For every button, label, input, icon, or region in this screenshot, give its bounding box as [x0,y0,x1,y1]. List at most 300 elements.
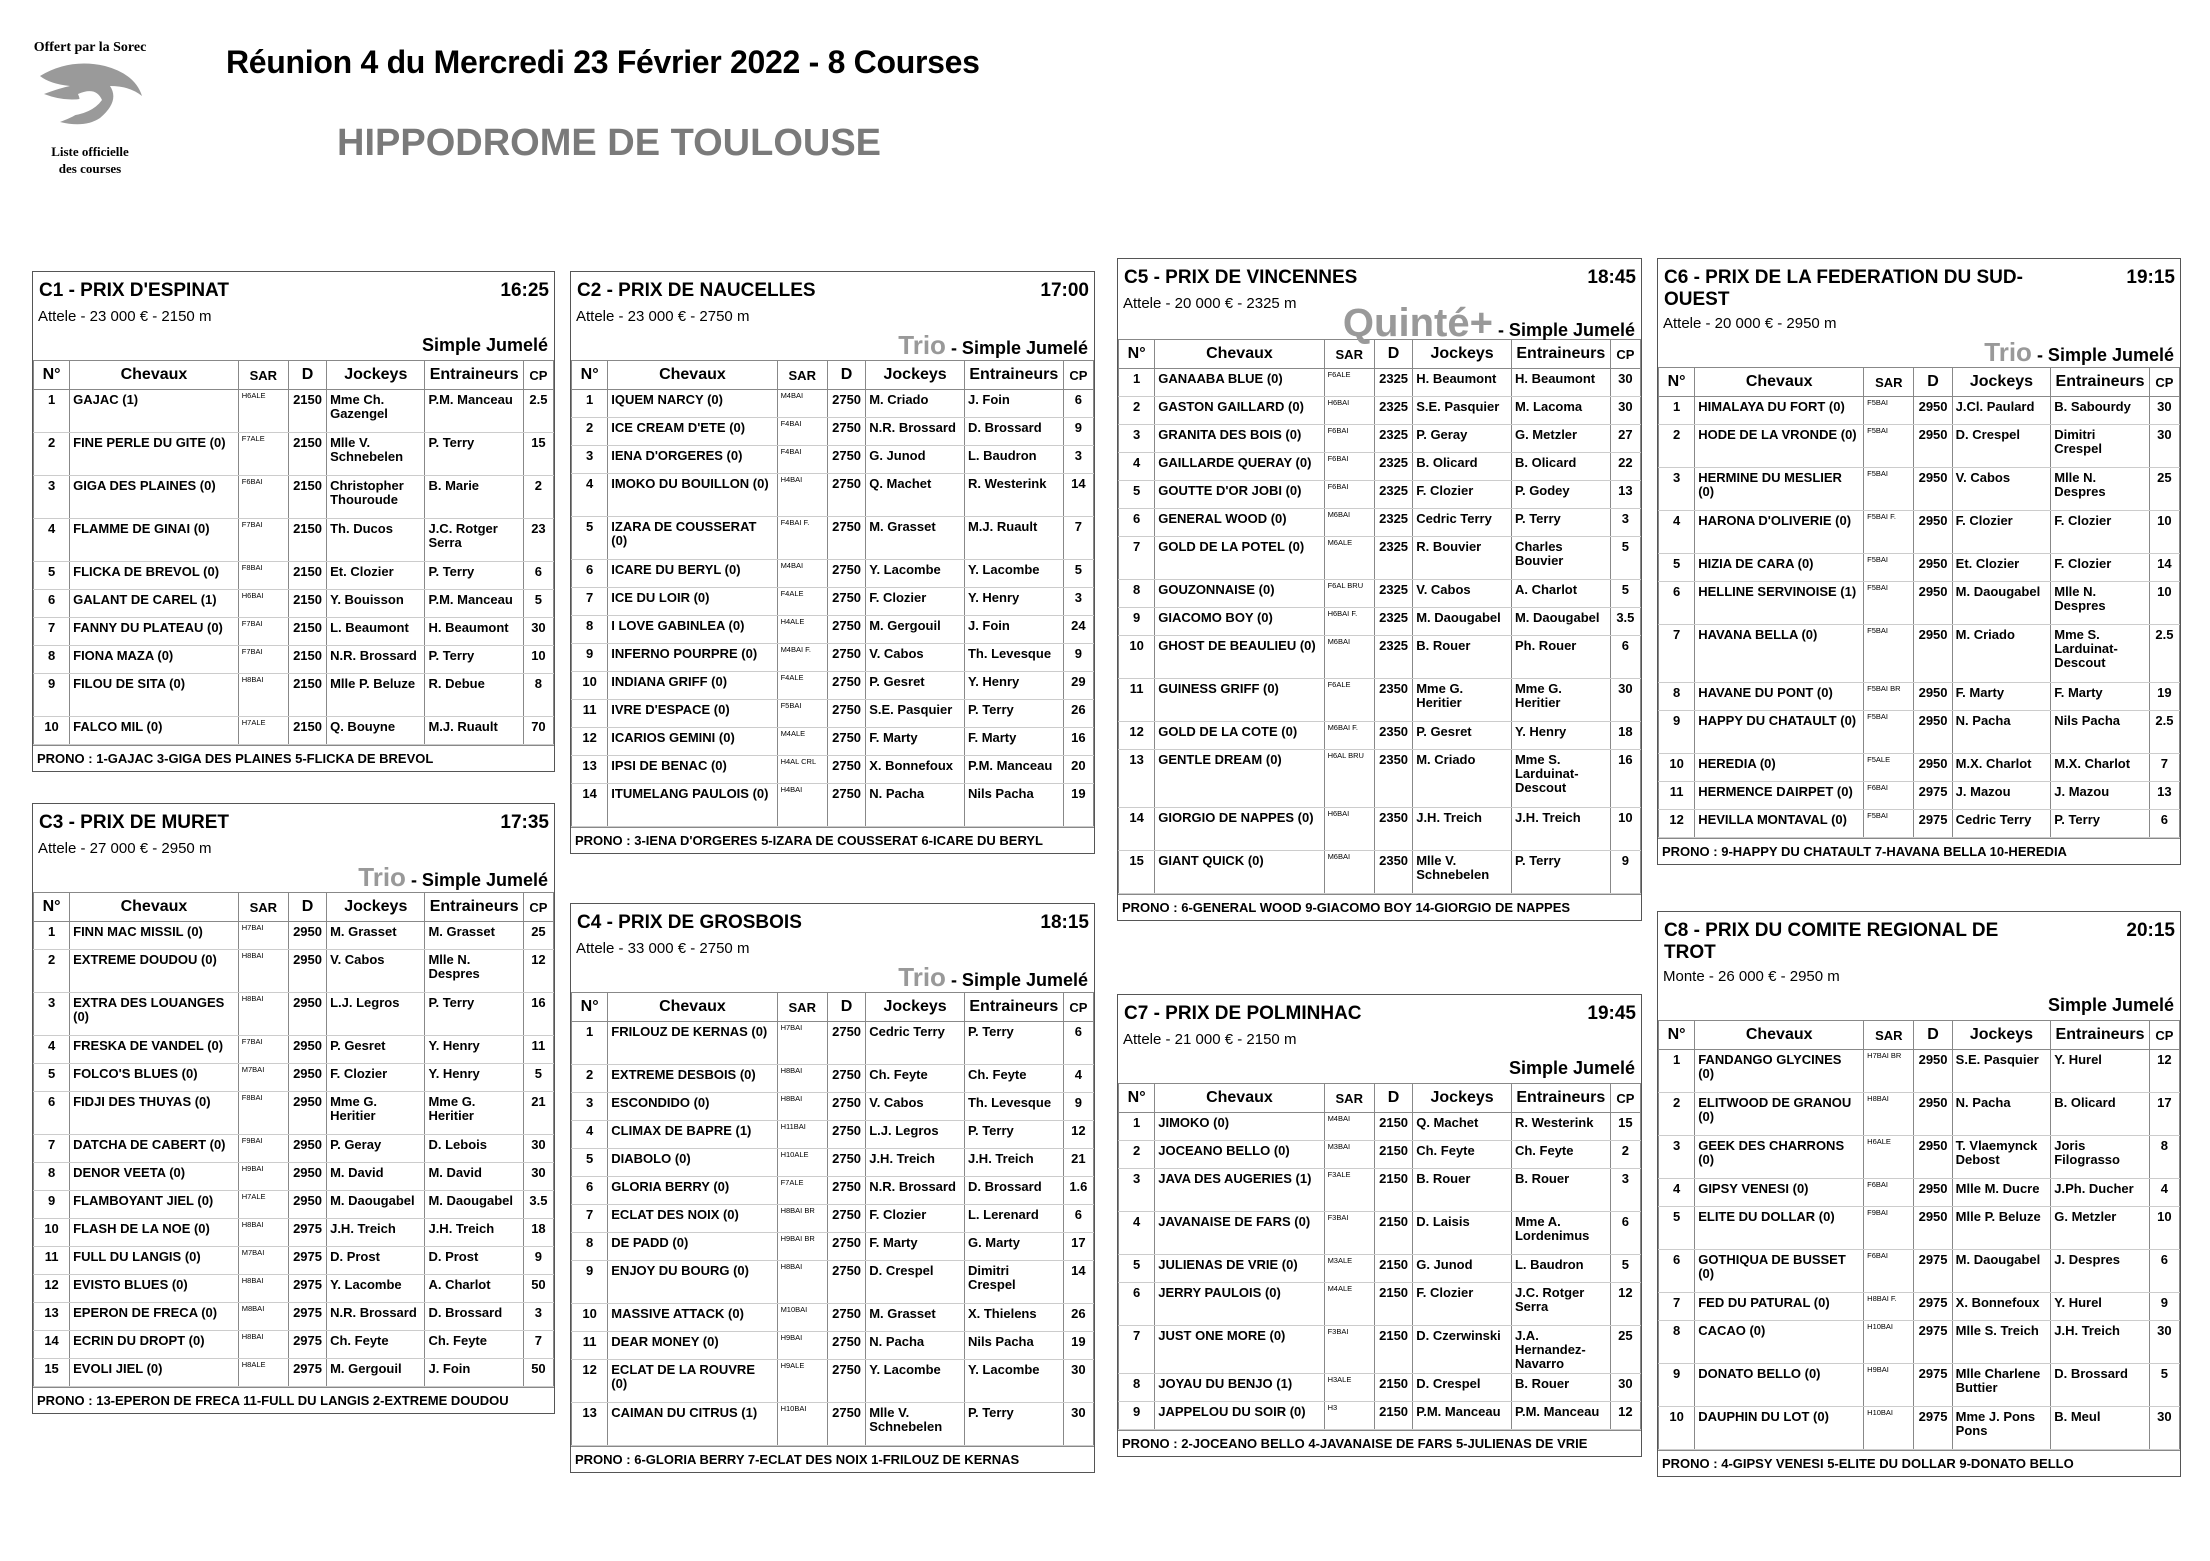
distance: 2750 [827,1177,865,1205]
table-row [34,646,554,674]
sar-code: H10BAI [777,1403,827,1446]
cote: 23 [523,519,553,562]
table-row [1119,608,1641,636]
trainer: Ch. Feyte [1511,1141,1610,1169]
runner-number: 10 [1119,636,1155,679]
trainer: B. Marie [425,476,523,519]
table-row [34,1135,554,1163]
cote: 3.5 [523,1191,553,1219]
trainer: F. Clozier [2051,554,2150,582]
prono-line: PRONO : 1-GAJAC 3-GIGA DES PLAINES 5-FLICKA DE BREVOL [33,745,554,771]
table-row [34,390,554,433]
sar-code: H8BAI [238,993,288,1036]
runner-number: 9 [1659,1364,1695,1407]
cote: 18 [1610,722,1640,750]
distance: 2325 [1374,636,1412,679]
distance: 2325 [1374,397,1412,425]
sar-code: H8BAI [238,1219,288,1247]
bet-highlight: Quinté+ [1342,301,1493,345]
cote: 2.5 [523,390,553,433]
sar-code: F6ALE [1324,679,1374,722]
jockey: D. Crespel [1952,425,2051,468]
column-header: Chevaux [70,361,239,390]
table-row [34,1359,554,1387]
horse-name: IVRE D'ESPACE (0) [608,700,777,728]
horse-name: GANAABA BLUE (0) [1155,369,1324,397]
horse-name: GUINESS GRIFF (0) [1155,679,1324,722]
table-row [1659,1050,2180,1093]
column-header: CP [523,893,553,922]
trainer: L. Baudron [964,446,1063,474]
cote: 19 [1063,1332,1093,1360]
sar-code: F9BAI [238,1135,288,1163]
distance: 2150 [288,433,326,476]
race-card [1117,994,1642,1457]
trainer: Dimitri Crespel [964,1261,1063,1304]
trainer: Mme S. Larduinat-Descout [2051,625,2150,683]
table-row [1659,1136,2180,1179]
horse-name: I LOVE GABINLEA (0) [608,616,777,644]
trainer: H. Beaumont [1511,369,1610,397]
trainer: M. Grasset [425,922,523,950]
table-row [1659,582,2180,625]
runner-number: 3 [1659,1136,1695,1179]
trainer: J. Despres [2051,1250,2150,1293]
distance: 2975 [1914,1364,1952,1407]
horse-name: DENOR VEETA (0) [70,1163,239,1191]
horse-name: MASSIVE ATTACK (0) [608,1304,777,1332]
prono-line: PRONO : 3-IENA D'ORGERES 5-IZARA DE COUSSERAT 6-ICARE DU BERYL [571,827,1094,853]
runner-number: 4 [572,1121,608,1149]
distance: 2325 [1374,425,1412,453]
cote: 3.5 [1610,608,1640,636]
runner-number: 6 [34,1092,70,1135]
sar-code: H4AL CRL [777,756,827,784]
trainer: J.H. Treich [1511,808,1610,851]
jockey: Et. Clozier [327,562,425,590]
sar-code: F6BAI [1864,1250,1914,1293]
distance: 2950 [288,950,326,993]
runner-number: 15 [1119,851,1155,894]
trainer: H. Beaumont [425,618,523,646]
horse-name: JAVA DES AUGERIES (1) [1155,1169,1324,1212]
distance: 2150 [1374,1212,1412,1255]
trainer: M.J. Ruault [425,717,523,745]
jockey: Mlle Charlene Buttier [1952,1364,2051,1407]
cote: 12 [1610,1402,1640,1430]
race-card [1117,258,1642,921]
trainer: Mme G. Heritier [425,1092,523,1135]
table-row [1659,1093,2180,1136]
cote: 17 [2149,1093,2179,1136]
column-header: Entraineurs [964,361,1063,390]
runner-number: 8 [34,1163,70,1191]
trainer: Mlle N. Despres [2051,468,2150,511]
table-row [34,1163,554,1191]
distance: 2975 [288,1275,326,1303]
table-row [34,674,554,717]
jockey: R. Bouvier [1413,537,1512,580]
race-name: C3 - PRIX DE MURET [39,812,230,833]
table-row [1119,1212,1641,1255]
column-header: CP [1063,993,1093,1022]
distance: 2950 [1914,582,1952,625]
table-row [1119,1283,1641,1326]
table-row [572,390,1094,418]
sar-code: M4ALE [777,728,827,756]
column-header: N° [34,361,70,390]
jockey: F. Clozier [1413,481,1512,509]
cote: 13 [1610,481,1640,509]
trainer: P. Terry [2051,810,2150,838]
jockey: Mme G. Heritier [1413,679,1512,722]
runner-number: 4 [1659,1179,1695,1207]
bet-standard: - Simple Jumelé [945,970,1088,990]
trainer: Y. Henry [1511,722,1610,750]
horse-name: DAUPHIN DU LOT (0) [1695,1407,1864,1450]
trainer: J.A. Hernandez-Navarro [1511,1326,1610,1374]
horse-name: GOLD DE LA POTEL (0) [1155,537,1324,580]
jockey: Y. Lacombe [866,560,965,588]
cote: 26 [1063,1304,1093,1332]
race-title [1118,995,1641,1029]
column-header: CP [1063,361,1093,390]
column-header: N° [572,993,608,1022]
table-row [1119,750,1641,808]
cote: 12 [523,950,553,993]
horse-name: FED DU PATURAL (0) [1695,1293,1864,1321]
race-title [1118,259,1641,293]
runner-number: 5 [1119,481,1155,509]
horse-name: DEAR MONEY (0) [608,1332,777,1360]
trainer: P. Terry [1511,851,1610,894]
distance: 2750 [827,446,865,474]
distance: 2975 [1914,1250,1952,1293]
jockey: N.R. Brossard [866,418,965,446]
horse-name: IENA D'ORGERES (0) [608,446,777,474]
horse-name: FANNY DU PLATEAU (0) [70,618,239,646]
runner-number: 1 [572,1022,608,1065]
horse-name: FINN MAC MISSIL (0) [70,922,239,950]
jockey: V. Cabos [1413,580,1512,608]
sar-code: H4BAI [777,784,827,827]
cote: 4 [2149,1179,2179,1207]
distance: 2975 [288,1303,326,1331]
sar-code: H8BAI [777,1261,827,1304]
horse-name: GALANT DE CAREL (1) [70,590,239,618]
runner-number: 2 [1119,1141,1155,1169]
distance: 2950 [1914,468,1952,511]
table-row [1659,468,2180,511]
runner-number: 4 [34,1036,70,1064]
logo-top-text: Offert par la Sorec [33,40,147,55]
race-bet-types [571,962,1094,992]
horse-name: HERMINE DU MESLIER (0) [1695,468,1864,511]
cote: 6 [2149,810,2179,838]
race-conditions: Attele - 20 000 € - 2325 m [1123,295,1297,312]
table-row [1119,722,1641,750]
distance: 2750 [827,644,865,672]
horse-name: JOYAU DU BENJO (1) [1155,1374,1324,1402]
race-conditions: Attele - 23 000 € - 2150 m [38,308,212,325]
trainer: D. Brossard [425,1303,523,1331]
runner-number: 1 [34,390,70,433]
horse-name: EXTREME DOUDOU (0) [70,950,239,993]
runner-number: 3 [34,993,70,1036]
jockey: Mlle S. Treich [1952,1321,2051,1364]
sar-code: H7BAI BR [1864,1050,1914,1093]
distance: 2750 [827,1065,865,1093]
distance: 2150 [288,590,326,618]
cote: 14 [2149,554,2179,582]
runner-number: 2 [572,1065,608,1093]
cote: 30 [523,1163,553,1191]
sar-code: F4BAI F. [777,517,827,560]
sorec-logo [30,40,150,180]
trainer: M.J. Ruault [964,517,1063,560]
sar-code: F6BAI [1864,782,1914,810]
runner-number: 2 [1119,397,1155,425]
table-row [1659,397,2180,425]
runner-number: 8 [34,646,70,674]
column-header: Jockeys [1952,368,2051,397]
cote: 19 [1063,784,1093,827]
distance: 2975 [288,1219,326,1247]
column-header: Entraineurs [1511,1084,1610,1113]
table-row [1119,580,1641,608]
table-row [572,1121,1094,1149]
table-row [572,756,1094,784]
horse-name: INDIANA GRIFF (0) [608,672,777,700]
race-name: C6 - PRIX DE LA FEDERATION DU SUD-OUEST [1664,267,2023,310]
distance: 2950 [1914,683,1952,711]
page-title: Réunion 4 du Mercredi 23 Février 2022 - 8 Courses [226,44,980,80]
race-table [571,360,1094,827]
jockey: F. Marty [866,728,965,756]
sar-code: H8BAI F. [1864,1293,1914,1321]
sar-code: M7BAI [238,1247,288,1275]
race-time: 19:15 [2126,267,2175,288]
horse-name: JAPPELOU DU SOIR (0) [1155,1402,1324,1430]
distance: 2950 [1914,554,1952,582]
horse-name: FALCO MIL (0) [70,717,239,745]
bet-standard: - Simple Jumelé [945,338,1088,358]
trainer: B. Sabourdy [2051,397,2150,425]
trainer: B. Meul [2051,1407,2150,1450]
runner-number: 11 [1659,782,1695,810]
trainer: P.M. Manceau [425,590,523,618]
horse-name: GIACOMO BOY (0) [1155,608,1324,636]
jockey: N.R. Brossard [866,1177,965,1205]
column-header: D [288,893,326,922]
cote: 30 [523,618,553,646]
horse-name: GASTON GAILLARD (0) [1155,397,1324,425]
table-row [572,474,1094,517]
runner-number: 13 [1119,750,1155,808]
distance: 2750 [827,1093,865,1121]
cote: 4 [1063,1065,1093,1093]
distance: 2325 [1374,608,1412,636]
horse-name: EXTREME DESBOIS (0) [608,1065,777,1093]
cote: 30 [2149,1321,2179,1364]
column-header: N° [1119,1084,1155,1113]
horse-name: FRESKA DE VANDEL (0) [70,1036,239,1064]
runner-number: 3 [1119,425,1155,453]
horse-name: HAPPY DU CHATAULT (0) [1695,711,1864,754]
horse-name: ICE CREAM D'ETE (0) [608,418,777,446]
horse-name: GOLD DE LA COTE (0) [1155,722,1324,750]
trainer: P.M. Manceau [964,756,1063,784]
sar-code: H6ALE [238,390,288,433]
distance: 2150 [1374,1402,1412,1430]
distance: 2975 [1914,1407,1952,1450]
horse-name: HEREDIA (0) [1695,754,1864,782]
race-title [1658,912,2180,966]
cote: 9 [523,1247,553,1275]
header-row [1659,368,2180,397]
runner-number: 5 [34,562,70,590]
runner-number: 8 [1119,1374,1155,1402]
column-header: CP [523,361,553,390]
horse-name: FULL DU LANGIS (0) [70,1247,239,1275]
horse-name: EVISTO BLUES (0) [70,1275,239,1303]
runner-number: 13 [572,756,608,784]
column-header: SAR [238,361,288,390]
distance: 2325 [1374,369,1412,397]
runner-number: 12 [1119,722,1155,750]
trainer: Y. Henry [425,1064,523,1092]
cote: 18 [523,1219,553,1247]
distance: 2750 [827,517,865,560]
horse-name: DE PADD (0) [608,1233,777,1261]
trainer: M. Lacoma [1511,397,1610,425]
horse-emblem-icon [30,56,150,138]
runner-number: 3 [34,476,70,519]
distance: 2750 [827,588,865,616]
sar-code: F5BAI [1864,397,1914,425]
table-row [1659,1321,2180,1364]
distance: 2150 [1374,1283,1412,1326]
runner-number: 13 [34,1303,70,1331]
runner-number: 1 [1659,1050,1695,1093]
cote: 5 [1063,560,1093,588]
sar-code: M6BAI [1324,636,1374,679]
cote: 1.6 [1063,1177,1093,1205]
trainer: G. Marty [964,1233,1063,1261]
trainer: P. Terry [964,1121,1063,1149]
runner-number: 5 [1659,554,1695,582]
jockey: V. Cabos [866,1093,965,1121]
horse-name: GHOST DE BEAULIEU (0) [1155,636,1324,679]
distance: 2150 [1374,1326,1412,1374]
column-header: N° [34,893,70,922]
jockey: F. Clozier [1952,511,2051,554]
trainer: J. Mazou [2051,782,2150,810]
runner-number: 12 [34,1275,70,1303]
table-row [1659,511,2180,554]
table-row [572,1205,1094,1233]
column-header: Jockeys [327,893,425,922]
distance: 2975 [1914,810,1952,838]
runner-number: 11 [34,1247,70,1275]
cote: 19 [2149,683,2179,711]
sar-code: F6AL BRU [1324,580,1374,608]
table-row [572,446,1094,474]
horse-name: CACAO (0) [1695,1321,1864,1364]
cote: 2.5 [2149,711,2179,754]
cote: 21 [1063,1149,1093,1177]
cote: 30 [2149,397,2179,425]
race-bet-types [33,862,554,892]
table-row [34,562,554,590]
trainer: P. Terry [964,700,1063,728]
distance: 2750 [827,1261,865,1304]
sar-code: H8BAI [238,1275,288,1303]
runner-number: 7 [1119,1326,1155,1374]
runner-number: 13 [572,1403,608,1446]
runner-number: 3 [572,1093,608,1121]
horse-name: HARONA D'OLIVERIE (0) [1695,511,1864,554]
cote: 10 [523,646,553,674]
table-row [1659,711,2180,754]
table-row [34,1275,554,1303]
runner-number: 11 [572,700,608,728]
prono-line: PRONO : 6-GLORIA BERRY 7-ECLAT DES NOIX 1-FRILOUZ DE KERNAS [571,1446,1094,1472]
table-row [572,672,1094,700]
distance: 2750 [827,1022,865,1065]
race-bet-types [571,330,1094,360]
runner-number: 4 [572,474,608,517]
trainer: G. Metzler [1511,425,1610,453]
table-row [572,517,1094,560]
sar-code: H8BAI BR [777,1205,827,1233]
prono-line: PRONO : 4-GIPSY VENESI 5-ELITE DU DOLLAR 9-DONATO BELLO [1658,1450,2180,1476]
column-header: N° [1659,368,1695,397]
trainer: R. Westerink [964,474,1063,517]
runner-number: 9 [34,1191,70,1219]
trainer: A. Charlot [425,1275,523,1303]
distance: 2975 [288,1331,326,1359]
runner-number: 8 [572,616,608,644]
table-row [34,1247,554,1275]
sar-code: F3BAI [1324,1212,1374,1255]
jockey: Ch. Feyte [866,1065,965,1093]
trainer: R. Debue [425,674,523,717]
trainer: Y. Henry [425,1036,523,1064]
trainer: P.M. Manceau [1511,1402,1610,1430]
table-row [572,1149,1094,1177]
distance: 2150 [288,390,326,433]
horse-name: FIDJI DES THUYAS (0) [70,1092,239,1135]
sar-code: F6BAI [1324,453,1374,481]
runner-number: 15 [34,1359,70,1387]
distance: 2325 [1374,481,1412,509]
table-row [572,1304,1094,1332]
table-row [1119,1141,1641,1169]
trainer: F. Marty [964,728,1063,756]
sar-code: F7BAI [238,646,288,674]
horse-name: HODE DE LA VRONDE (0) [1695,425,1864,468]
table-row [1659,1250,2180,1293]
distance: 2975 [1914,1293,1952,1321]
trainer: Joris Filograsso [2051,1136,2150,1179]
runner-number: 14 [572,784,608,827]
jockey: M. Gergouil [327,1359,425,1387]
trainer: P.M. Manceau [425,390,523,433]
runner-number: 7 [1119,537,1155,580]
cote: 22 [1610,453,1640,481]
column-header: D [288,361,326,390]
